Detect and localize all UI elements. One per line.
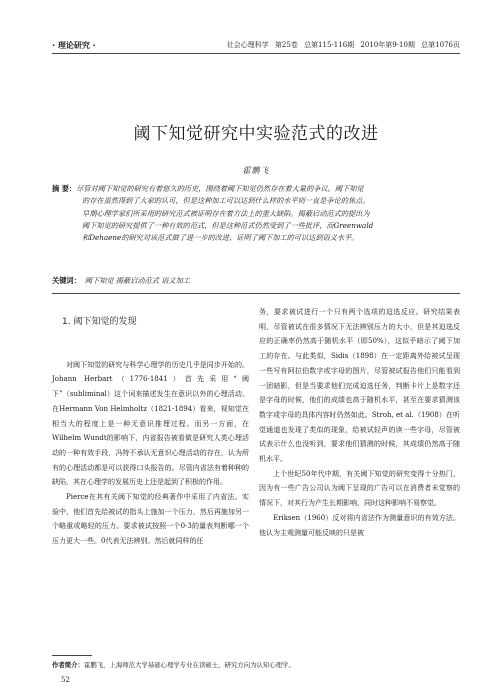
journal-date: 2010年第9-10期 <box>360 41 415 49</box>
keywords-text: 阈下知觉 揭蔽启动范式 语义加工 <box>84 276 190 285</box>
footnote-text: 霍鹏飞，上海师范大学基础心理学专业在读硕士，研究方向为认知心理学。 <box>83 661 295 669</box>
article-title: 阈下知觉研究中实验范式的改进 <box>133 124 379 144</box>
journal-volume: 第25卷 <box>274 41 298 49</box>
journal-name: 社会心理科学 <box>226 41 269 49</box>
header-rule <box>52 53 460 54</box>
body-column-right <box>259 305 460 540</box>
section-title: 1. 阈下知觉的发现 <box>62 317 137 327</box>
abstract-line: 早期心理学家们所采用的研究范式被证明存在着方法上的重大缺陷。揭蔽启动范式的提出为 <box>82 208 370 218</box>
body-paragraph: Pierce在其有关阈下知觉的经典著作中采用了内省法。实验中，他们首先给被试的指头上施加一个压力，然后再施加另一个略重或略轻的压力。要求被试按照一个0-3的量表判断哪一个压力更大一些。0代表无法辨别。然后就同样的任 <box>52 493 249 546</box>
journal-info <box>223 40 460 50</box>
abstract <box>52 183 460 244</box>
body-column-left <box>52 305 249 549</box>
author-footnote <box>52 660 295 669</box>
article-author: 霍鹏飞 <box>242 166 270 175</box>
footnote-label: 作者简介： <box>52 661 84 669</box>
abstract-label: 摘 要： <box>52 184 77 193</box>
keywords <box>52 276 460 286</box>
keywords-label: 关键词： <box>52 276 81 285</box>
body-paragraph: 对阈下知觉的研究与科学心理学的历史几乎是同步开始的。Johann Herbart（1776-1841）首先采用“阈下”（subliminal）这个词来描述发生在意识以外的心理活动。在Hermann Von Helmholtz（1821-1894）看来，视知觉在相当大的程度上是一种无意识推理过程。而另一方面，在Wilhelm Wundt的影响下，内省报告被看做是研究人类心理活动的一种有效手段，冯特不承认无意识心理活动的存在，认为所有的心理活动都是可以获得口头报告的。尽管内省法有着种种的缺陷，其在心理学的发展历史上还是起到了积极的作用。 <box>52 360 249 487</box>
column-label: · 理论研究 · <box>52 41 96 50</box>
page-number: 52 <box>61 676 70 684</box>
abstract-rule <box>52 293 460 294</box>
footnote-rule <box>52 655 92 656</box>
abstract-line: 的存在虽然得到了大家的认可，但是这种加工可以达到什么样的水平则一直是争论的焦点。 <box>82 196 370 206</box>
running-header <box>52 38 460 52</box>
body-paragraph: 上个世纪50年代中期，有关阈下知觉的研究变得十分热门，因为有一些广告公司认为阈下呈现的广告可以在消费者未觉察的情况下，对其行为产生长期影响，同时这种影响不易察觉。 <box>259 469 460 508</box>
body-paragraph: Eriksen（1960）反对将内省法作为测量意识的有效方法。他认为主观测量可能反映的只是被 <box>259 513 460 537</box>
abstract-line: 和Dehaene的研究对该范式做了进一步的改进，证明了阈下加工的可以达到语义水平。 <box>82 233 359 243</box>
abstract-line: 摘 要：尽管对阈下知觉的研究有着悠久的历史，围绕着阈下知觉仍然存在着大量的争议。阈下知觉 <box>52 184 364 193</box>
journal-issue: 总第115-116期 <box>304 41 355 49</box>
body-paragraph: 务，要求被试进行一个只有两个选项的迫选反应。研究结果表明，尽管被试在很多情况下无法辨别压力的大小，但是其迫选反应的正确率仍然高于随机水平（即50%），这似乎暗示了阈下加工的存在。与此类似，Sidis（1898）在一定距离外给被试呈现一些写有阿拉伯数字或字母的图片，尽管被试报告他们只能看到一团暗影，但是当要求他们完成迫选任务，判断卡片上是数字还是字母的时候，他们的成绩也高于随机水平，甚至在要求猜测该数字或字母的具体内容时仍然如此。Stroh, et al.（1908）在听觉通道也发现了类似的现象，给被试轻声的读一些字母，尽管被试表示什么也没听到，要求他们猜测的时候，其成绩仍然高于随机水平。 <box>259 308 460 464</box>
journal-total: 总第1076页 <box>421 41 460 49</box>
abstract-line: 阈下知觉的研究提供了一种有效的范式，但是这种范式仍然受到了一些批评，而Greenwald <box>82 220 374 230</box>
